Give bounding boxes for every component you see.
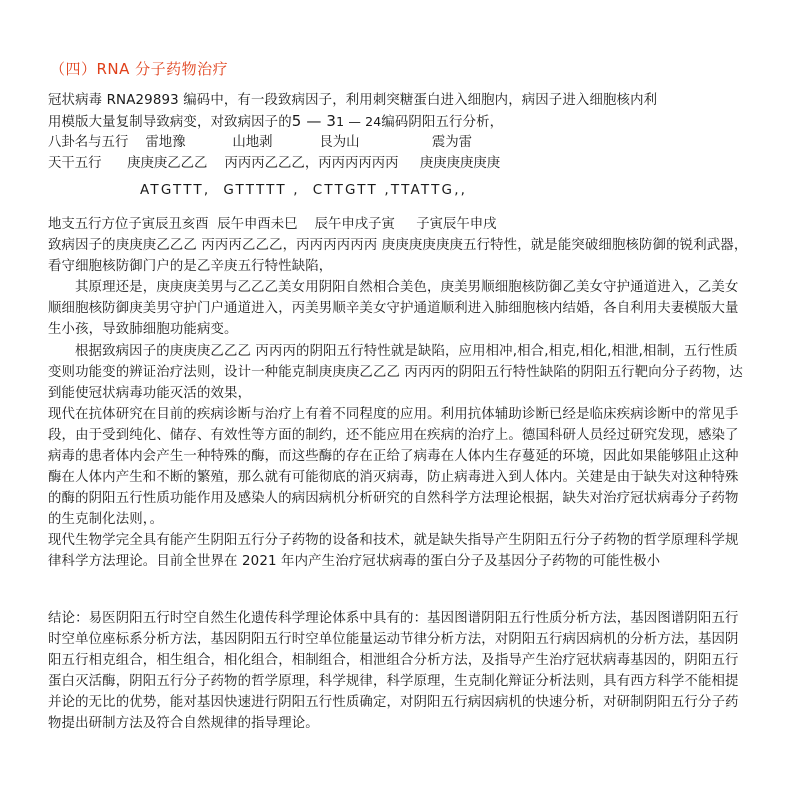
codon-range-start: 5 — 3 xyxy=(291,112,337,130)
intro-line-1: 冠状病毒 RNA29893 编码中，有一段致病因子，利用刺突糖蛋白进入细胞内，病因子进入细胞核内利 xyxy=(48,93,658,108)
gua-row: 八卦名与五行 雷地豫 山地剥 艮为山 震为雷 xyxy=(48,135,473,150)
codon-range-end: 1 — 24 xyxy=(336,114,382,129)
intro-paragraph xyxy=(48,90,748,133)
intro-line-2-text: 用模版大量复制导致病变，对致病因子的 xyxy=(48,115,292,130)
paragraph-1: 致病因子的庚庚庚乙乙乙 丙丙丙乙乙乙，丙丙丙丙丙丙 庚庚庚庚庚庚五行特性，就是能突破细胞核防御的锐利武器，看守细胞核防御门户的是乙辛庚五行特性缺陷， xyxy=(48,238,748,274)
stem-row: 天干五行 庚庚庚乙乙乙 丙丙丙乙乙乙，丙丙丙丙丙丙 庚庚庚庚庚庚 xyxy=(48,156,501,171)
paragraph-4: 现代在抗体研究在目前的疾病诊断与治疗上有着不同程度的应用。利用抗体辅助诊断已经是临床疾病诊断中的常见手段，由于受到纯化、储存、有效性等方面的制约，还不能应用在疾病的治疗上。德国科研人员经过研究发现，感染了病毒的患者体内会产生一种特殊的酶，而这些酶的存在正给了病毒在人体内生存蔓延的环境，因此如果能够阻止这种酶在人体内产生和不断的繁殖，那么就有可能彻底的消灭病毒，防止病毒进入到人体内。关建是由于缺失对这种特殊的酶的阴阳五行性质功能作用及感染人的病因病机分析研究的自然科学方法理论根据，缺失对治疗冠状病毒分子药物的生克制化法则，。 xyxy=(48,407,739,527)
section-heading: （四）RNA 分子药物治疗 xyxy=(50,60,229,78)
intro-line-2 xyxy=(48,111,748,133)
gene-sequence: ATGTTT, GTTTTT , CTTGTT ,TTATTG,, xyxy=(140,182,468,198)
paragraph-5: 现代生物学完全具有能产生阴阳五行分子药物的设备和技术，就是缺失指导产生阴阳五行分子药物的哲学原理科学规律科学方法理论。目前全世界在 2021 年内产生治疗冠状病毒的蛋白分子及基因分子药物的可能性极小 xyxy=(48,533,739,569)
conclusion-paragraph: 结论：易医阴阳五行时空自然生化遗传科学理论体系中具有的：基因图谱阴阳五行性质分析方法，基因图谱阴阳五行时空单位座标系分析方法，基因阴阳五行时空单位能量运动节律分析方法，对阴阳五行病因病机的分析方法，基因阴阳五行相克组合，相生组合，相化组合，相制组合，相泄组合分析方法，及指导产生治疗冠状病毒基因的，阴阳五行蛋白灭活酶，阴阳五行分子药物的哲学原理，科学规律，科学原理，生克制化辩证分析法则，具有西方科学不能相提并论的无比的优势，能对基因快速进行阴阳五行性质确定，对阴阳五行病因病机的快速分析，对研制阴阳五行分子药物提出研制方法及符合自然规律的指导理论。 xyxy=(48,611,739,731)
paragraph-3: 根据致病因子的庚庚庚乙乙乙 丙丙丙的阴阳五行特性就是缺陷，应用相冲,相合,相克,相化,相泄,相制，五行性质变则功能变的辨证治疗法则，设计一种能克制庚庚庚乙乙乙 丙丙丙的阴阳五行特性缺陷的阴阳五行靶向分子药物，达到能使冠状病毒功能灭活的效果， xyxy=(48,344,743,401)
paragraph-2: 其原理还是，庚庚庚美男与乙乙乙美女用阴阳自然相合美色，庚美男顺细胞核防御乙美女守护通道进入，乙美女顺细胞核防御庚美男守护门户通道进入，丙美男顺辛美女守护通道顺利进入肺细胞核内结婚，各自利用夫妻模版大量生小孩，导致肺细胞功能病变。 xyxy=(48,280,739,337)
branch-row: 地支五行方位子寅辰丑亥酉 辰午申酉未巳 辰午申戌子寅 子寅辰午申戌 xyxy=(48,217,497,232)
intro-line-2-tail: 编码阴阳五行分析， xyxy=(381,115,504,130)
